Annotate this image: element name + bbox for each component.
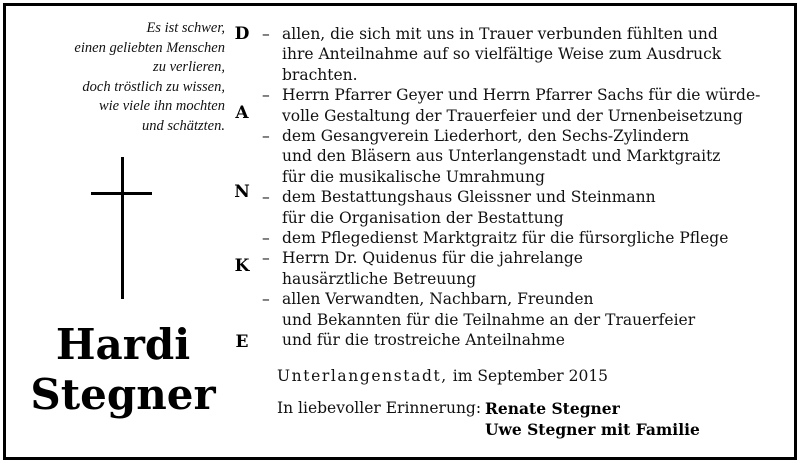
thanks-line: volle Gestaltung der Trauerfeier und der Urnenbeisetzung	[282, 106, 743, 125]
danke-letter-e: E	[235, 332, 249, 352]
dash: –	[262, 127, 270, 146]
thanks-item	[262, 85, 760, 126]
memory-label: In liebevoller Erinnerung:	[277, 399, 482, 417]
deceased-name	[18, 320, 228, 420]
dash: –	[262, 188, 270, 207]
dash: –	[262, 229, 270, 248]
thanks-line: Herrn Dr. Quidenus für die jahrelange	[282, 249, 583, 268]
thanks-line: brachten.	[282, 65, 358, 84]
mourner-names	[485, 398, 700, 440]
thanks-line: und Bekannten für die Teilnahme an der Trauerfeier	[282, 310, 696, 329]
thanks-line: hausärztliche Betreuung	[282, 269, 477, 288]
dash: –	[262, 249, 270, 268]
dash: –	[262, 86, 270, 105]
cross-horizontal-bar	[91, 192, 152, 195]
thanks-line: ihre Anteilnahme auf so vielfältige Weise zum Ausdruck	[282, 45, 722, 64]
cross-vertical-bar	[121, 157, 124, 299]
thanks-line: dem Gesangverein Liederhort, den Sechs-Zylindern	[282, 127, 690, 146]
thanks-list	[262, 24, 760, 351]
thanks-item	[262, 248, 760, 289]
deceased-first-name: Hardi	[55, 320, 191, 369]
place-date-line	[277, 367, 608, 385]
danke-letter-a: A	[235, 103, 249, 123]
mourner-name: Renate Stegner	[485, 399, 620, 418]
poem-line: wie viele ihn mochten	[98, 98, 225, 114]
thanks-line: dem Pflegedienst Marktgraitz für die fürsorgliche Pflege	[282, 229, 729, 248]
thanks-line: und den Bläsern aus Unterlangenstadt und Marktgraitz	[282, 147, 721, 166]
thanks-line: allen Verwandten, Nachbarn, Freunden	[282, 290, 594, 309]
danke-letter-d: D	[234, 24, 250, 44]
thanks-item	[262, 228, 760, 248]
thanks-item	[262, 126, 760, 187]
poem-line: zu verlieren,	[153, 59, 225, 75]
dash: –	[262, 290, 270, 309]
thanks-item	[262, 289, 760, 350]
mourner-name: Uwe Stegner mit Familie	[485, 420, 700, 439]
thanks-line: und für die trostreiche Anteilnahme	[282, 331, 565, 350]
thanks-line: Herrn Pfarrer Geyer und Herrn Pfarrer Sachs für die würde-	[282, 86, 761, 105]
thanks-item	[262, 187, 760, 228]
poem-line: und schätzten.	[142, 117, 225, 134]
date-text: im September 2015	[452, 367, 609, 385]
poem-line: einen geliebten Menschen	[74, 39, 225, 56]
thanks-line: für die Organisation der Bestattung	[282, 208, 564, 227]
place-name: Unterlangenstadt,	[277, 367, 448, 385]
danke-letter-n: N	[234, 182, 250, 202]
memorial-poem	[10, 19, 225, 136]
thanks-item	[262, 24, 760, 85]
dash: –	[262, 25, 270, 43]
thanks-line: allen, die sich mit uns in Trauer verbunden fühlten und	[282, 25, 718, 43]
thanks-line: für die musikalische Umrahmung	[282, 167, 545, 186]
thanks-line: dem Bestattungshaus Gleissner und Steinmann	[282, 188, 656, 207]
danke-letter-k: K	[234, 256, 250, 276]
poem-line: doch tröstlich zu wissen,	[82, 78, 225, 95]
deceased-last-name: Stegner	[30, 370, 216, 419]
poem-line: Es ist schwer,	[146, 20, 225, 36]
